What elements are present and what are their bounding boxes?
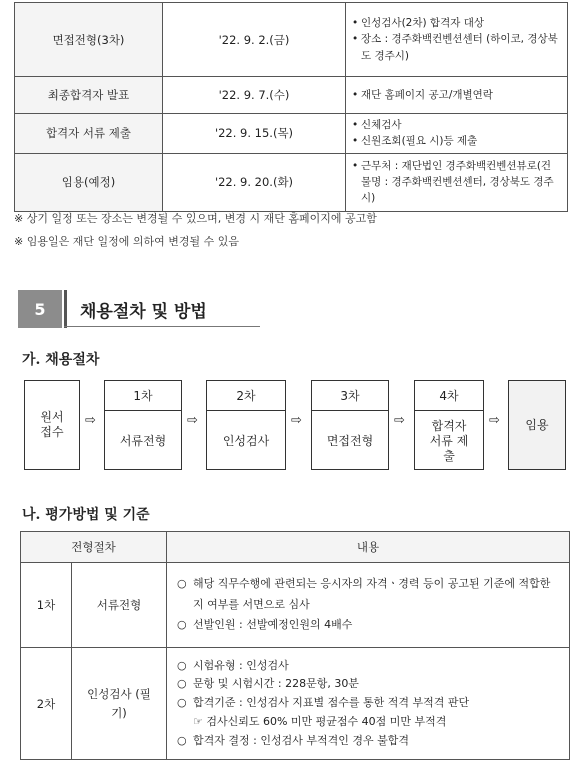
flow-arrow: ⇨ (489, 413, 500, 428)
schedule-stage: 합격자 서류 제출 (15, 114, 163, 154)
flow-step-end: 임용 (508, 380, 566, 470)
table-row (21, 563, 570, 648)
section-title: 채용절차 및 방법 (80, 302, 207, 322)
criteria-content: ○ 해당 직무수행에 관련되는 응시자의 자격ㆍ경력 등이 공고된 기준에 적합한지 여부를 서면으로 심사 ○ 선발인원 : 선발예정인원의 4배수 (167, 563, 570, 648)
schedule-date: '22. 9. 2.(금) (163, 3, 346, 77)
schedule-date: '22. 9. 20.(화) (163, 153, 346, 211)
criteria-table (20, 531, 570, 760)
schedule-stage: 면접전형(3차) (15, 3, 163, 77)
subsection-title: 나. 평가방법 및 기준 (22, 507, 150, 523)
schedule-date: '22. 9. 7.(수) (163, 77, 346, 114)
flow-step-start: 원서 접수 (24, 380, 80, 470)
header-content: 내용 (167, 532, 570, 563)
flow-arrow: ⇨ (394, 413, 405, 428)
criteria-sub-note: ☞ 검사신뢰도 60% 미만 평균점수 40점 미만 부적격 (193, 714, 447, 728)
criteria-stage: 인성검사 (필기) (72, 648, 167, 760)
flow-step-4: 4차 합격자 서류 제출 (414, 380, 484, 470)
table-row (15, 3, 568, 77)
table-row (21, 648, 570, 760)
subsection-title: 가. 채용절차 (22, 352, 100, 368)
section-number: 5 (18, 290, 62, 328)
schedule-notes: • 신체검사 • 신원조회(필요 시)등 제출 (346, 114, 568, 154)
schedule-table (14, 2, 568, 212)
section-divider (64, 290, 67, 328)
section-underline (64, 326, 260, 327)
flow-step-1: 1차 서류전형 (104, 380, 182, 470)
table-row (15, 153, 568, 211)
schedule-notes: • 근무처 : 재단법인 경주화백컨벤션뷰로(건물명 : 경주화백컨벤션센터, 경상북도 경주시) (346, 153, 568, 211)
criteria-round: 1차 (21, 563, 72, 648)
table-header-row (21, 532, 570, 563)
table-row (15, 114, 568, 154)
schedule-stage: 임용(예정) (15, 153, 163, 211)
criteria-round: 2차 (21, 648, 72, 760)
schedule-stage: 최종합격자 발표 (15, 77, 163, 114)
footnote: ※ 임용일은 재단 일정에 의하여 변경될 수 있음 (14, 235, 239, 248)
flow-arrow: ⇨ (85, 413, 96, 428)
flow-arrow: ⇨ (187, 413, 198, 428)
schedule-notes: • 재단 홈페이지 공고/개별연락 (346, 77, 568, 114)
footnote: ※ 상기 일정 또는 장소는 변경될 수 있으며, 변경 시 재단 홈페이지에 공고함 (14, 212, 377, 225)
schedule-date: '22. 9. 15.(목) (163, 114, 346, 154)
criteria-stage: 서류전형 (72, 563, 167, 648)
table-row (15, 77, 568, 114)
flow-arrow: ⇨ (291, 413, 302, 428)
schedule-notes: • 인성검사(2차) 합격자 대상 • 장소 : 경주화백컨벤션센터 (하이코, 경상북도 경주시) (346, 3, 568, 77)
flow-step-3: 3차 면접전형 (311, 380, 389, 470)
criteria-content: ○ 시험유형 : 인성검사 ○ 문항 및 시험시간 : 228문항, 30분 ○ 합격기준 : 인성검사 지표별 점수를 통한 적격 부적격 판단 ☞ 검사신뢰도 60% 미만 평균점수 40점 미만 부적격 ○ 합격자 결정 : 인성검사 부적격인 경우 불합격 (167, 648, 570, 760)
header-stage: 전형절차 (21, 532, 167, 563)
flow-step-2: 2차 인성검사 (206, 380, 286, 470)
